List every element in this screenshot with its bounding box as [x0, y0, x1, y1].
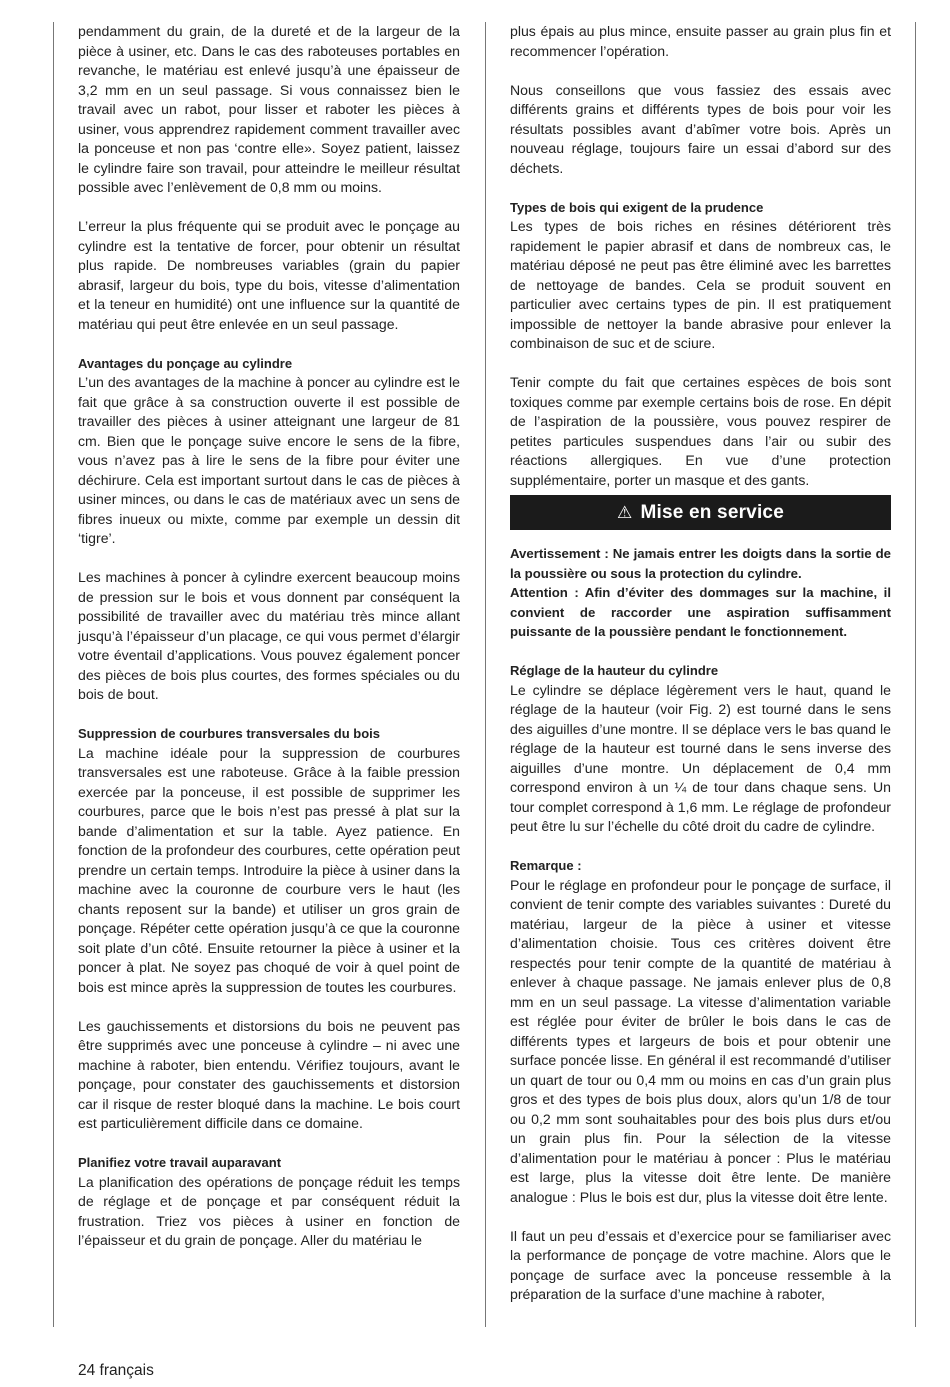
paragraph: La machine idéale pour la suppression de courbures transversales est une raboteuse. Grâce à la faible pression exercée par la ponceuse, il est possible de supprimer les courbures, parce que le bois n’est pas pressé à plat sur la bande d’alimentation et sur la table. Ayez patience. En fonction de la profondeur des courbures, cette opération peut prendre un certain temps. Introduire la pièce à usiner dans la machine avec la couronne de courbure vers le haut (les chants reposent sur la bande) et utiliser un gros grain de ponçage. Répéter cette opération jusqu’à ce que la couronne soit plate d’un côté. Ensuite retourner la pièce à usiner et la poncer à plat. Ne soyez pas choqué de voir à quel point de bois est mince après la suppression de toutes les courbures. — [78, 744, 460, 995]
paragraph: Nous conseillons que vous fassiez des essais avec différents grains et différents types de bois pour voir les résultats possibles avant d’abîmer votre bois. Après un nouveau réglage, toujours faire un essai d’abord sur des déchets. — [510, 81, 891, 176]
banner-title: Mise en service — [640, 501, 784, 523]
paragraph: Tenir compte du fait que certaines espèces de bois sont toxiques comme par exemple certains bois de rose. En dépit de l’aspiration de la poussière, vous pouvez respirer de petites particules suspendues dans l’air ou subir des réactions allergiques. En vue d’une protection supplémentaire, porter un masque et des gants. — [510, 374, 891, 488]
paragraph: L’un des avantages de la machine à poncer au cylindre est le fait que grâce à sa construction ouverte il est possible de travailler des pièces à usiner atteignant une largeur de 81 cm. Bien que le ponçage suive encore le sens de la fibre, vous n’avez pas à lire le sens de la fibre pour éviter une déchirure. Cela est important surtout dans le cas de pièces à usiner minces, ou dans le cas de matériaux avec un sens de fibres inueux ou mixte, comme par exemple un dessin dit ‘tigre’. — [78, 374, 460, 546]
paragraph: Les machines à poncer à cylindre exercent beaucoup moins de pression sur le bois et vous donnent par conséquent la possibilité de travailler avec du matériau très mince allant jusqu’à l’épaisseur d’un placage, ce qui vous permet d’élargir votre éventail d’applications. Vous pouvez également poncer des pièces de bois plus courtes, des formes spéciales ou du bois de bout. — [78, 569, 460, 702]
attention-text: Attention : Afin d’éviter des dommages sur la machine, il convient de raccorder une aspiration suffisamment puissante de la poussière pendant le fonctionnement. — [510, 585, 891, 639]
page-number: 24 français — [78, 1362, 154, 1379]
warning-triangle-icon: ⚠ — [617, 502, 633, 522]
paragraph: Les types de bois riches en résines détériorent très rapidement le papier abrasif et dans de nombreux cas, le matériau déposé ne peut pas être éliminé avec les barrettes de nettoyage de bandes. Cela se produit souvent en particulier avec certains types de pin. Il est pratiquement impossible de nettoyer la bande abrasive pour enlever la combinaison de suc et de sciure. — [510, 218, 891, 351]
paragraph: Pour le réglage en profondeur pour le ponçage de surface, il convient de tenir compte des variables suivantes : Dureté du matériau, largeur de la pièce à usiner et vitesse d’alimentation choisie. Tous ces critères doivent être respectés pour tenir compte de la quantité de matériau à enlever à chaque passage. Ne jamais enlever plus de 0,8 mm en un seul passage. La vitesse d’alimentation variable est réglée pour éviter de brûler le bois dans le cas de différents types et largeurs de bois et pour obtenir une surface poncée lisse. En général il est recommandé d’utiliser un quart de tour ou 0,4 mm ou moins en cas d’un grain plus gros et des types de bois plus doux, alors qu’un 1/8 de tour ou 0,2 mm sont souhaitables pour des bois plus durs et/ou un grain plus fin. Pour la sélection de la vitesse d’alimentation pour le matériau à poncer : Plus le matériau est large, plus la vitesse doit être lente. De manière analogue : Plus le bois est dur, plus la vitesse doit être lente. — [510, 876, 891, 1205]
paragraph: plus épais au plus mince, ensuite passer au grain plus fin et recommencer l’opération. — [510, 23, 891, 59]
section-heading: Remarque : — [510, 858, 582, 873]
section-heading: Types de bois qui exigent de la prudence — [510, 199, 764, 215]
section-heading: Réglage de la hauteur du cylindre — [510, 663, 719, 678]
right-column — [510, 22, 891, 1305]
section-heading: Suppression de courbures transversales du bois — [78, 726, 380, 741]
section-heading: Avantages du ponçage au cylindre — [78, 355, 293, 371]
section-banner — [510, 495, 891, 530]
paragraph: Il faut un peu d’essais et d’exercice pour se familiariser avec la performance de ponçage de votre machine. Alors que le ponçage de surface avec la ponceuse ressemble à la préparation de la surface d’une machine à raboter, — [510, 1227, 891, 1302]
paragraph: La planification des opérations de ponçage réduit les temps de réglage et de ponçage et par conséquent réduit la frustration. Triez vos pièces à usiner en fonction de l’épaisseur et du grain de ponçage. Aller du matériau le — [78, 1173, 460, 1248]
paragraph: pendamment du grain, de la dureté et de la largeur de la pièce à usiner, etc. Dans le cas des raboteuses portables en revanche, le matériau est enlevé jusqu’à une épaisseur de 3,2 mm en un seul passage. Si vous connaissez bien le travail avec un rabot, pour lisser et raboter les pièces à usiner, vous apprendrez rapidement comment travailler avec la ponceuse et non pas ‘contre elle». Soyez patient, laissez le cylindre faire son travail, pour atteindre le meilleur résultat possible avec l’enlèvement de 0,8 mm ou moins. — [78, 23, 460, 195]
section-heading: Planifiez votre travail auparavant — [78, 1155, 282, 1170]
paragraph: L’erreur la plus fréquente qui se produit avec le ponçage au cylindre est la tentative de forcer, pour obtenir un résultat plus rapide. De nombreuses variables (grain du papier abrasif, largeur du bois, type du bois, vitesse d’alimentation et la teneur en humidité) ont une influence sur la quantité de matériau qui peut être enlevée en un seul passage. — [78, 218, 460, 332]
warning-text: Avertissement : Ne jamais entrer les doigts dans la sortie de la poussière ou sous la protection du cylindre. — [510, 546, 891, 581]
center-column-rule — [485, 22, 486, 1327]
paragraph: Le cylindre se déplace légèrement vers le haut, quand le réglage de la hauteur (voir Fig. 2) est tourné dans le sens des aiguilles d’une montre. Il se déplace vers le bas quand le réglage de la hauteur est tourné dans le sens inverse des aiguilles d’une montre. Un déplacement de 0,4 mm correspond environ à un ¼ de tour dans chaque sens. Un tour complet correspond à 1,6 mm. Le réglage de profondeur peut être lu sur l’échelle du côté droit du cadre de cylindre. — [510, 681, 891, 834]
right-column-rule — [915, 22, 916, 1327]
paragraph: Les gauchissements et distorsions du bois ne peuvent pas être supprimés avec une ponceuse à cylindre – ni avec une machine à raboter, bien entendu. Vérifiez toujours, avant le ponçage, pour constater des gauchissements et distorsion car il risque de rester bloqué dans la machine. Le bois court est particulièrement difficile dans ce domaine. — [78, 1017, 460, 1131]
left-column — [78, 22, 460, 1251]
left-column-rule — [53, 22, 54, 1327]
